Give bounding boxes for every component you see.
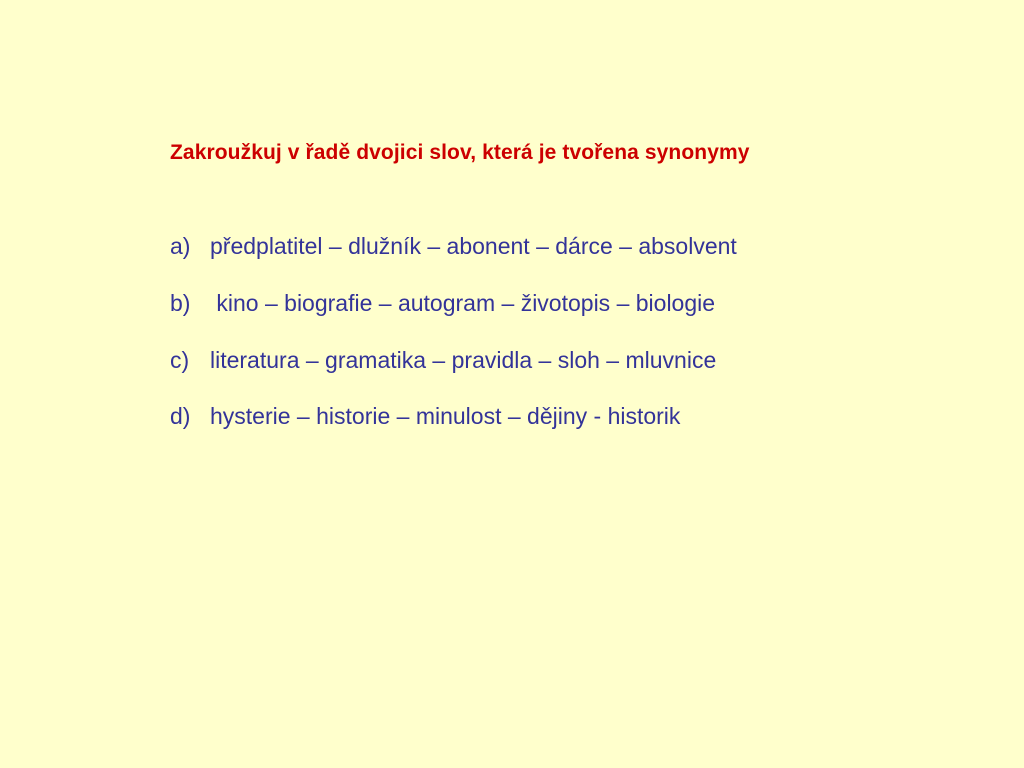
list-item-text: hysterie – historie – minulost – dějiny - historik <box>210 403 681 430</box>
list-item-marker: d) <box>170 403 191 430</box>
list-item[interactable] <box>170 402 960 431</box>
list-item[interactable] <box>170 289 960 318</box>
page-title: Zakroužkuj v řadě dvojici slov, která je tvořena synonymy <box>170 141 750 164</box>
list-item[interactable] <box>170 232 960 261</box>
list-item-marker: a) <box>170 233 191 259</box>
list-item[interactable] <box>170 346 960 375</box>
answer-options-list <box>170 232 960 459</box>
list-item-text: literatura – gramatika – pravidla – sloh – mluvnice <box>210 346 717 373</box>
list-item-marker: b) <box>170 289 191 316</box>
list-item-marker: c) <box>170 346 190 373</box>
list-item-text: předplatitel – dlužník – abonent – dárce – absolvent <box>210 233 737 259</box>
list-item-text: kino – biografie – autogram – životopis – biologie <box>210 289 716 316</box>
